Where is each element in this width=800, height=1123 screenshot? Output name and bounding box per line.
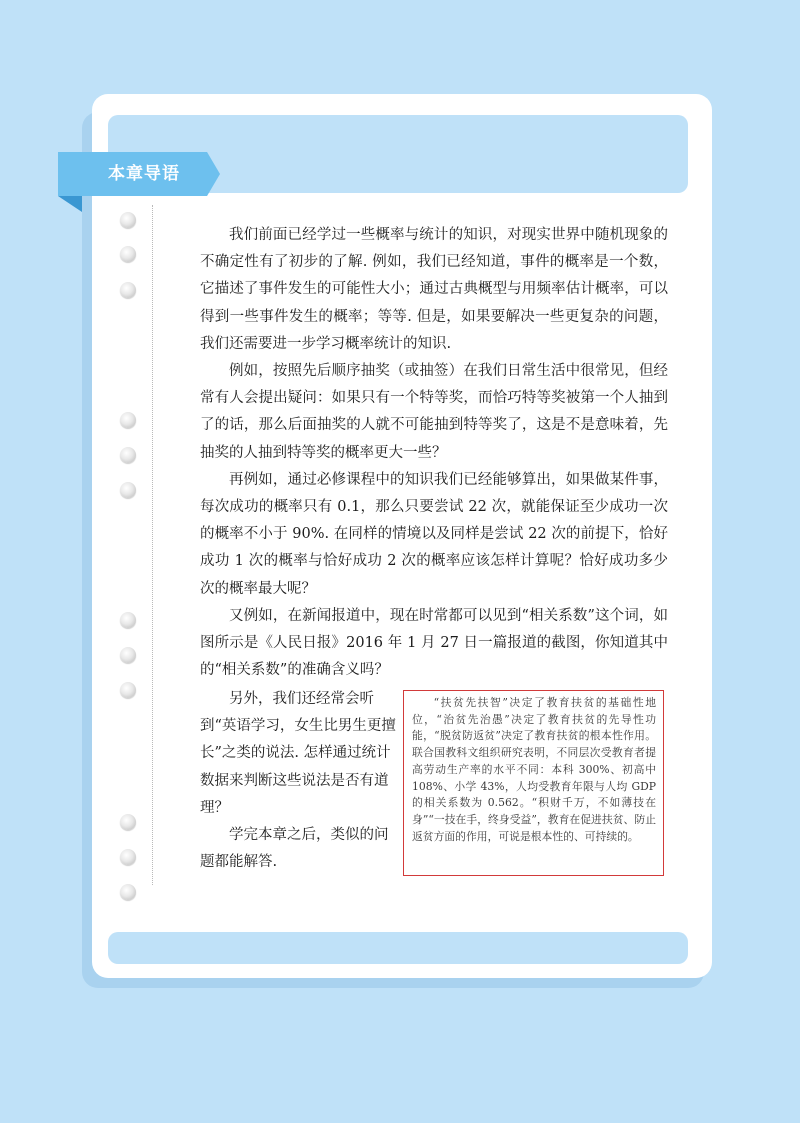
binder-ring-icon: [120, 647, 136, 663]
binder-ring-icon: [120, 282, 136, 298]
binder-ring-icon: [120, 884, 136, 900]
intro-lower-body: [200, 686, 396, 876]
binder-ring-icon: [120, 612, 136, 628]
paragraph: 又例如，在新闻报道中，现在时常都可以见到“相关系数”这个词，如图所示是《人民日报》2016 年 1 月 27 日一篇报道的截图，你知道其中的“相关系数”的准确含义吗？: [200, 607, 668, 679]
binder-ring-icon: [120, 849, 136, 865]
binder-ring-icon: [120, 412, 136, 428]
paragraph: 再例如，通过必修课程中的知识我们已经能够算出，如果做某件事，每次成功的概率只有 0.1，那么只要尝试 22 次，就能保证至少成功一次的概率不小于 90%. 在同样的情境以及同样是尝试 22 次的前提下，恰好成功 1 次的概率与恰好成功 2 次的概率应该怎样计算呢？恰好成功多少次的概率最大呢？: [200, 471, 668, 597]
paragraph: 学完本章之后，类似的问题都能解答.: [200, 827, 389, 871]
footer-band: [108, 932, 688, 964]
clipping-text: “扶贫先扶智”决定了教育扶贫的基础性地位，“治贫先治愚”决定了教育扶贫的先导性功能，“脱贫防返贫”决定了教育扶贫的根本性作用。联合国教科文组织研究表明，不同层次受教育者提高劳动生产率的水平不同：本科 300%、初高中 108%、小学 43%，人均受教育年限与人均 GDP 的相关系数为 0.562。“积财千万，不如薄技在身”“一技在手，终身受益”，教育在促进扶贫、防止返贫方面的作用，可说是根本性的、可持续的。: [412, 696, 656, 843]
binder-ring-icon: [120, 246, 136, 262]
binder-ring-icon: [120, 482, 136, 498]
binder-ring-icon: [120, 814, 136, 830]
paragraph: 例如，按照先后顺序抽奖（或抽签）在我们日常生活中很常见，但经常有人会提出疑问：如果只有一个特等奖，而恰巧特等奖被第一个人抽到了的话，那么后面抽奖的人就不可能抽到特等奖了，这是不是意味着，先抽奖的人抽到特等奖的概率更大一些？: [200, 363, 668, 461]
binder-ring-icon: [120, 212, 136, 228]
binding-dotted-line: [152, 205, 153, 885]
paragraph: 我们前面已经学过一些概率与统计的知识，对现实世界中随机现象的不确定性有了初步的了解. 例如，我们已经知道，事件的概率是一个数，它描述了事件发生的可能性大小；通过古典概型与用频率估计概率，可以得到一些事件发生的概率；等等. 但是，如果要解决一些更复杂的问题，我们还需要进一步学习概率统计的知识.: [200, 227, 668, 352]
chapter-intro-title: 本章导语: [108, 164, 180, 184]
paragraph: 另外，我们还经常会听到“英语学习，女生比男生更擅长”之类的说法. 怎样通过统计数据来判断这些说法是否有道理？: [200, 691, 396, 816]
tab-fold: [58, 196, 82, 212]
newspaper-clipping: [403, 690, 664, 876]
binder-ring-icon: [120, 682, 136, 698]
binder-ring-icon: [120, 447, 136, 463]
intro-body: [200, 222, 668, 684]
